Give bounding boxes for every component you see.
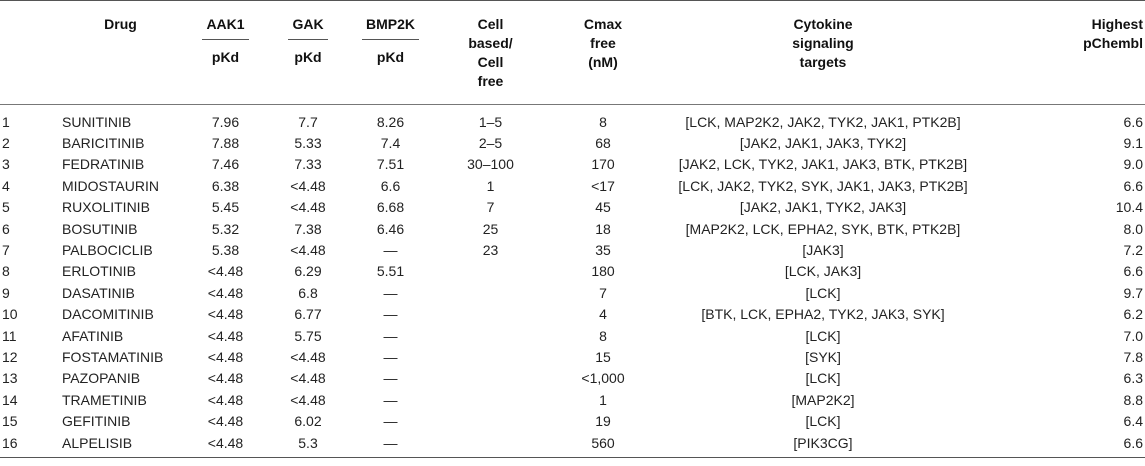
- gak-pkd: <4.48: [290, 348, 326, 365]
- cytokine-targets: [JAK2, JAK1, JAK3, TYK2]: [739, 135, 907, 152]
- cell-based-value: 1: [486, 177, 495, 194]
- aak1-pkd: <4.48: [207, 413, 244, 430]
- row-number: 1: [2, 113, 10, 130]
- cell-based-value: [433, 282, 548, 303]
- drug-name: BOSUTINIB: [62, 220, 138, 237]
- cytokine-targets: [LCK, JAK2, TYK2, SYK, JAK1, JAK3, PTK2B]: [678, 177, 968, 194]
- bmp2k-pkd: —: [383, 242, 398, 259]
- aak1-pkd: 7.46: [211, 156, 240, 173]
- bmp2k-pkd: 6.46: [376, 220, 405, 237]
- table-row: [0, 154, 1145, 175]
- gak-pkd: 6.02: [294, 413, 322, 430]
- aak1-pkd: <4.48: [207, 306, 244, 323]
- highest-pchembl: 6.4: [1123, 413, 1143, 430]
- cmax-free-value: 45: [595, 199, 611, 216]
- header-cytokine-targets: Cytokine signaling targets: [792, 16, 854, 70]
- cell-based-value: [433, 410, 548, 431]
- bmp2k-pkd: 7.51: [376, 156, 405, 173]
- aak1-pkd: 5.38: [211, 242, 240, 259]
- drug-name: ALPELISIB: [62, 434, 133, 451]
- bmp2k-pkd: 6.68: [376, 199, 405, 216]
- cell-based-value: [433, 389, 548, 410]
- cell-based-value: 1–5: [478, 113, 503, 130]
- aak1-pkd: 5.32: [211, 220, 240, 237]
- gak-pkd: <4.48: [290, 242, 326, 259]
- header-gak-title: GAK: [288, 15, 327, 40]
- cytokine-targets: [LCK]: [805, 284, 841, 301]
- row-number: 3: [2, 156, 10, 173]
- bmp2k-pkd: —: [383, 306, 398, 323]
- cytokine-targets: [JAK2, JAK1, TYK2, JAK3]: [739, 199, 907, 216]
- cmax-free-value: <17: [591, 177, 615, 194]
- cell-based-value: 30–100: [467, 156, 514, 173]
- highest-pchembl: 9.0: [1123, 156, 1143, 173]
- header-bmp2k: [348, 4, 433, 104]
- table-row: [0, 389, 1145, 410]
- aak1-pkd: 5.45: [211, 199, 240, 216]
- gak-pkd: 5.75: [294, 327, 322, 344]
- cytokine-targets: [MAP2K2, LCK, EPHA2, SYK, BTK, PTK2B]: [685, 220, 961, 237]
- aak1-pkd: 7.88: [211, 135, 240, 152]
- gak-pkd: <4.48: [290, 370, 326, 387]
- cmax-free-value: 15: [595, 348, 611, 365]
- drug-name: FOSTAMATINIB: [62, 348, 164, 365]
- aak1-pkd: <4.48: [207, 263, 244, 280]
- highest-pchembl: 9.7: [1123, 284, 1143, 301]
- aak1-pkd: 7.96: [211, 113, 240, 130]
- cell-based-value: 25: [482, 220, 499, 237]
- bmp2k-pkd: —: [383, 413, 398, 430]
- cytokine-targets: [SYK]: [805, 348, 841, 365]
- row-number: 5: [2, 199, 10, 216]
- row-number: 4: [2, 177, 10, 194]
- row-number: 11: [2, 327, 17, 344]
- aak1-pkd: 6.38: [211, 177, 240, 194]
- header-row: [0, 4, 1145, 104]
- cmax-free-value: 8: [599, 113, 607, 130]
- highest-pchembl: 7.8: [1123, 348, 1143, 365]
- bmp2k-pkd: 5.51: [376, 263, 405, 280]
- cytokine-targets: [JAK2, LCK, TYK2, JAK1, JAK3, BTK, PTK2B]: [678, 156, 968, 173]
- bmp2k-pkd: 6.6: [380, 177, 401, 194]
- highest-pchembl: 6.6: [1123, 177, 1143, 194]
- cmax-free-value: 68: [595, 135, 611, 152]
- cmax-free-value: 19: [595, 413, 611, 430]
- table-row: [0, 261, 1145, 282]
- table-row: [0, 325, 1145, 346]
- aak1-pkd: <4.48: [207, 348, 244, 365]
- cytokine-targets: [LCK, JAK3]: [784, 263, 862, 280]
- drug-name: DACOMITINIB: [62, 306, 154, 323]
- bmp2k-pkd: —: [383, 434, 398, 451]
- table-row: [0, 132, 1145, 153]
- drug-name: TRAMETINIB: [62, 391, 147, 408]
- cmax-free-value: 170: [591, 156, 615, 173]
- gak-pkd: <4.48: [290, 391, 326, 408]
- header-cell-based: Cell based/ Cell free: [468, 16, 513, 89]
- drug-name: PALBOCICLIB: [62, 242, 153, 259]
- cmax-free-value: 8: [599, 327, 607, 344]
- table-row: [0, 410, 1145, 431]
- cell-based-value: [433, 432, 548, 453]
- drug-name: PAZOPANIB: [62, 370, 141, 387]
- row-number: 9: [2, 284, 10, 301]
- drug-name: RUXOLITINIB: [62, 199, 150, 216]
- aak1-pkd: <4.48: [207, 370, 244, 387]
- bmp2k-pkd: 8.26: [376, 113, 405, 130]
- cmax-free-value: 4: [599, 306, 607, 323]
- cell-based-value: 2–5: [478, 135, 503, 152]
- cell-based-value: [433, 368, 548, 389]
- gak-pkd: 6.77: [294, 306, 322, 323]
- row-number: 10: [2, 306, 18, 323]
- gak-pkd: 6.29: [294, 263, 322, 280]
- aak1-pkd: <4.48: [207, 284, 244, 301]
- highest-pchembl: 6.6: [1123, 434, 1143, 451]
- cell-based-value: 23: [482, 242, 499, 259]
- row-number: 14: [2, 391, 18, 408]
- row-number: 13: [2, 370, 18, 387]
- gak-pkd: 7.7: [298, 113, 318, 130]
- header-aak1-title: AAK1: [202, 15, 248, 40]
- bmp2k-pkd: —: [383, 370, 398, 387]
- header-bmp2k-unit: pKd: [376, 49, 405, 65]
- drug-name: DASATINIB: [62, 284, 135, 301]
- header-aak1-unit: pKd: [211, 49, 240, 65]
- gak-pkd: 5.33: [294, 135, 322, 152]
- cytokine-targets: [MAP2K2]: [791, 391, 855, 408]
- cytokine-targets: [BTK, LCK, EPHA2, TYK2, JAK3, SYK]: [701, 306, 945, 323]
- header-cmax: Cmax free (nM): [583, 16, 623, 70]
- cell-based-value: [433, 261, 548, 282]
- cell-based-value: [433, 346, 548, 367]
- gak-pkd: 7.38: [294, 220, 322, 237]
- gak-pkd: 7.33: [294, 156, 322, 173]
- cytokine-targets: [PIK3CG]: [793, 434, 853, 451]
- header-gak: [268, 4, 348, 104]
- table-row: [0, 197, 1145, 218]
- aak1-pkd: <4.48: [207, 327, 244, 344]
- highest-pchembl: 6.6: [1123, 263, 1143, 280]
- row-number: 6: [2, 220, 10, 237]
- gak-pkd: 5.3: [298, 434, 318, 451]
- highest-pchembl: 7.2: [1123, 242, 1143, 259]
- drug-name: ERLOTINIB: [62, 263, 136, 280]
- row-number: 15: [2, 413, 18, 430]
- highest-pchembl: 8.0: [1123, 220, 1143, 237]
- aak1-pkd: <4.48: [207, 391, 244, 408]
- cmax-free-value: 35: [595, 242, 611, 259]
- drug-name: AFATINIB: [62, 327, 124, 344]
- table-row: [0, 218, 1145, 239]
- bmp2k-pkd: —: [383, 391, 398, 408]
- highest-pchembl: 8.8: [1123, 391, 1143, 408]
- bmp2k-pkd: —: [383, 348, 398, 365]
- drug-name: GEFITINIB: [62, 413, 131, 430]
- header-aak1: [183, 4, 268, 104]
- bmp2k-pkd: 7.4: [380, 135, 401, 152]
- highest-pchembl: 6.6: [1123, 113, 1143, 130]
- table-row: [0, 368, 1145, 389]
- highest-pchembl: 7.0: [1123, 327, 1143, 344]
- gak-pkd: <4.48: [290, 177, 326, 194]
- table-row: [0, 346, 1145, 367]
- table-body: [0, 105, 1145, 454]
- header-bmp2k-title: BMP2K: [362, 15, 419, 40]
- table-row: [0, 282, 1145, 303]
- cmax-free-value: 18: [595, 220, 611, 237]
- gak-pkd: 6.8: [298, 284, 318, 301]
- table-row: [0, 304, 1145, 325]
- table-row: [0, 239, 1145, 260]
- bmp2k-pkd: —: [383, 327, 398, 344]
- cmax-free-value: <1,000: [581, 370, 625, 387]
- aak1-pkd: <4.48: [207, 434, 244, 451]
- table-row: [0, 175, 1145, 196]
- table-row: [0, 105, 1145, 133]
- cell-based-value: 7: [486, 199, 495, 216]
- drug-name: FEDRATINIB: [62, 156, 145, 173]
- header-gak-unit: pKd: [294, 49, 322, 65]
- row-number: 2: [2, 135, 10, 152]
- highest-pchembl: 6.3: [1123, 370, 1143, 387]
- row-number: 12: [2, 348, 18, 365]
- row-number: 8: [2, 263, 10, 280]
- cytokine-targets: [LCK, MAP2K2, JAK2, TYK2, JAK1, PTK2B]: [685, 113, 961, 130]
- cmax-free-value: 560: [591, 434, 615, 451]
- highest-pchembl: 6.2: [1123, 306, 1143, 323]
- drug-name: BARICITINIB: [62, 135, 145, 152]
- gak-pkd: <4.48: [290, 199, 326, 216]
- highest-pchembl: 10.4: [1115, 199, 1143, 216]
- header-number: [0, 4, 58, 104]
- cmax-free-value: 180: [591, 263, 615, 280]
- cmax-free-value: 7: [599, 284, 607, 301]
- header-highest-pchembl: Highest pChembl: [1083, 16, 1143, 51]
- cytokine-targets: [LCK]: [805, 370, 841, 387]
- cytokine-targets: [LCK]: [805, 413, 841, 430]
- drug-name: SUNITINIB: [62, 113, 132, 130]
- drug-name: MIDOSTAURIN: [62, 177, 159, 194]
- cell-based-value: [433, 304, 548, 325]
- highest-pchembl: 9.1: [1123, 135, 1143, 152]
- bmp2k-pkd: —: [383, 284, 398, 301]
- cell-based-value: [433, 325, 548, 346]
- header-drug: Drug: [104, 16, 137, 32]
- table-row: [0, 432, 1145, 453]
- cytokine-targets: [LCK]: [805, 327, 841, 344]
- row-number: 7: [2, 242, 10, 259]
- cmax-free-value: 1: [599, 391, 607, 408]
- row-number: 16: [2, 434, 18, 451]
- cytokine-targets: [JAK3]: [802, 242, 844, 259]
